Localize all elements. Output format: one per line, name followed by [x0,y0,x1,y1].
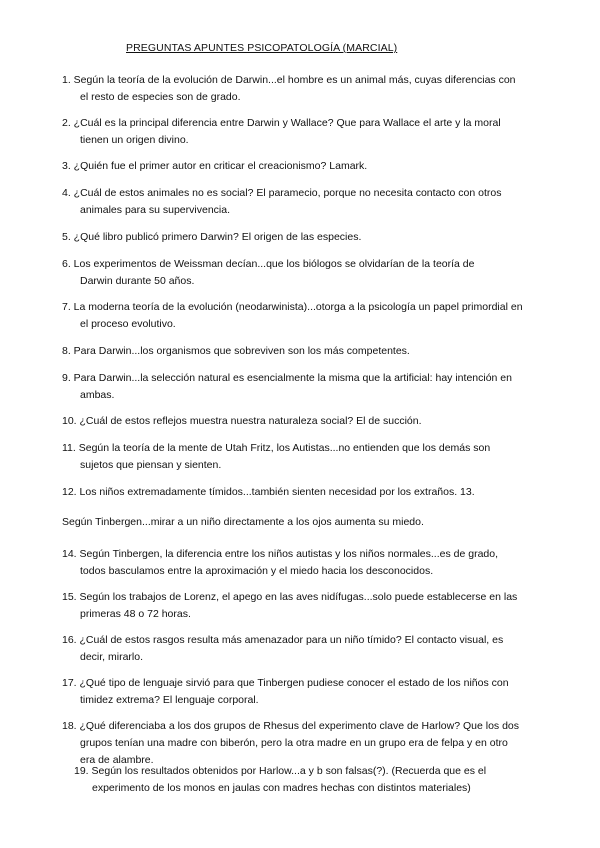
question-line: ambas. [80,389,115,401]
question-10 [62,413,422,430]
question-line: 19. Según los resultados obtenidos por Harlow...a y b son falsas(?). (Recuerda que es el [74,765,487,777]
question-line: sujetos que piensan y sienten. [80,459,222,471]
question-line: Según Tinbergen...mirar a un niño directamente a los ojos aumenta su miedo. [62,516,424,528]
question-line: decir, mirarlo. [80,651,144,663]
question-line: 2. ¿Cuál es la principal diferencia entre Darwin y Wallace? Que para Wallace el arte y la moral [62,117,501,129]
question-line: 3. ¿Quién fue el primer autor en criticar el creacionismo? Lamark. [62,160,368,172]
question-line: 16. ¿Cuál de estos rasgos resulta más amenazador para un niño tímido? El contacto visual, es [62,634,504,646]
question-line: 15. Según los trabajos de Lorenz, el apego en las aves nidífugas...solo puede establecerse en las [62,591,518,603]
question-7 [62,299,523,333]
question-line: timidez extrema? El lenguaje corporal. [80,694,259,706]
question-line: 11. Según la teoría de la mente de Utah Fritz, los Autistas...no entienden que los demás son [62,442,491,454]
question-line: 7. La moderna teoría de la evolución (neodarwinista)...otorga a la psicología un papel primordial en [62,301,523,313]
question-16 [62,632,503,666]
question-1 [62,72,516,106]
question-11 [62,440,490,474]
question-line: grupos tenían una madre con biberón, pero la otra madre en un grupo era de felpa y en otro [80,737,508,749]
question-line: animales para su supervivencia. [80,204,230,216]
question-line: el resto de especies son de grado. [80,91,241,103]
question-line: 6. Los experimentos de Weissman decían...que los biólogos se olvidarían de la teoría de [62,258,475,270]
question-line: 5. ¿Qué libro publicó primero Darwin? El origen de las especies. [62,231,362,243]
question-14 [62,546,498,580]
question-line: tienen un origen divino. [80,134,189,146]
question-line: 10. ¿Cuál de estos reflejos muestra nuestra naturaleza social? El de succión. [62,415,422,427]
document-title: PREGUNTAS APUNTES PSICOPATOLOGÍA (MARCIAL) [126,42,398,54]
question-13 [62,514,424,531]
question-line: 9. Para Darwin...la selección natural es esencialmente la misma que la artificial: hay intención en [62,372,512,384]
question-6 [62,256,474,290]
question-line: 8. Para Darwin...los organismos que sobreviven son los más competentes. [62,345,410,357]
question-19 [74,763,486,797]
question-line: 4. ¿Cuál de estos animales no es social? El paramecio, porque no necesita contacto con otros [62,187,502,199]
question-line: 17. ¿Qué tipo de lenguaje sirvió para que Tinbergen pudiese conocer el estado de los niños con [62,677,509,689]
question-line: primeras 48 o 72 horas. [80,608,191,620]
question-9 [62,370,512,404]
question-line: 18. ¿Qué diferenciaba a los dos grupos de Rhesus del experimento clave de Harlow? Que los dos [62,720,520,732]
question-line: era de alambre. [80,754,154,766]
question-5 [62,229,361,246]
question-3 [62,158,367,175]
question-4 [62,185,502,219]
question-line: el proceso evolutivo. [80,318,176,330]
question-17 [62,675,509,709]
question-line: 1. Según la teoría de la evolución de Darwin...el hombre es un animal más, cuyas diferencias con [62,74,516,86]
question-line: experimento de los monos en jaulas con madres hechas con distintos materiales) [92,782,471,794]
question-2 [62,115,501,149]
question-15 [62,589,517,623]
question-line: Darwin durante 50 años. [80,275,195,287]
question-line: todos basculamos entre la aproximación y el miedo hacia los desconocidos. [80,565,434,577]
question-12 [62,484,475,501]
question-18 [62,718,519,769]
question-line: 12. Los niños extremadamente tímidos...también sienten necesidad por los extraños. 13. [62,486,475,498]
question-line: 14. Según Tinbergen, la diferencia entre los niños autistas y los niños normales...es de grado, [62,548,499,560]
question-8 [62,343,410,360]
